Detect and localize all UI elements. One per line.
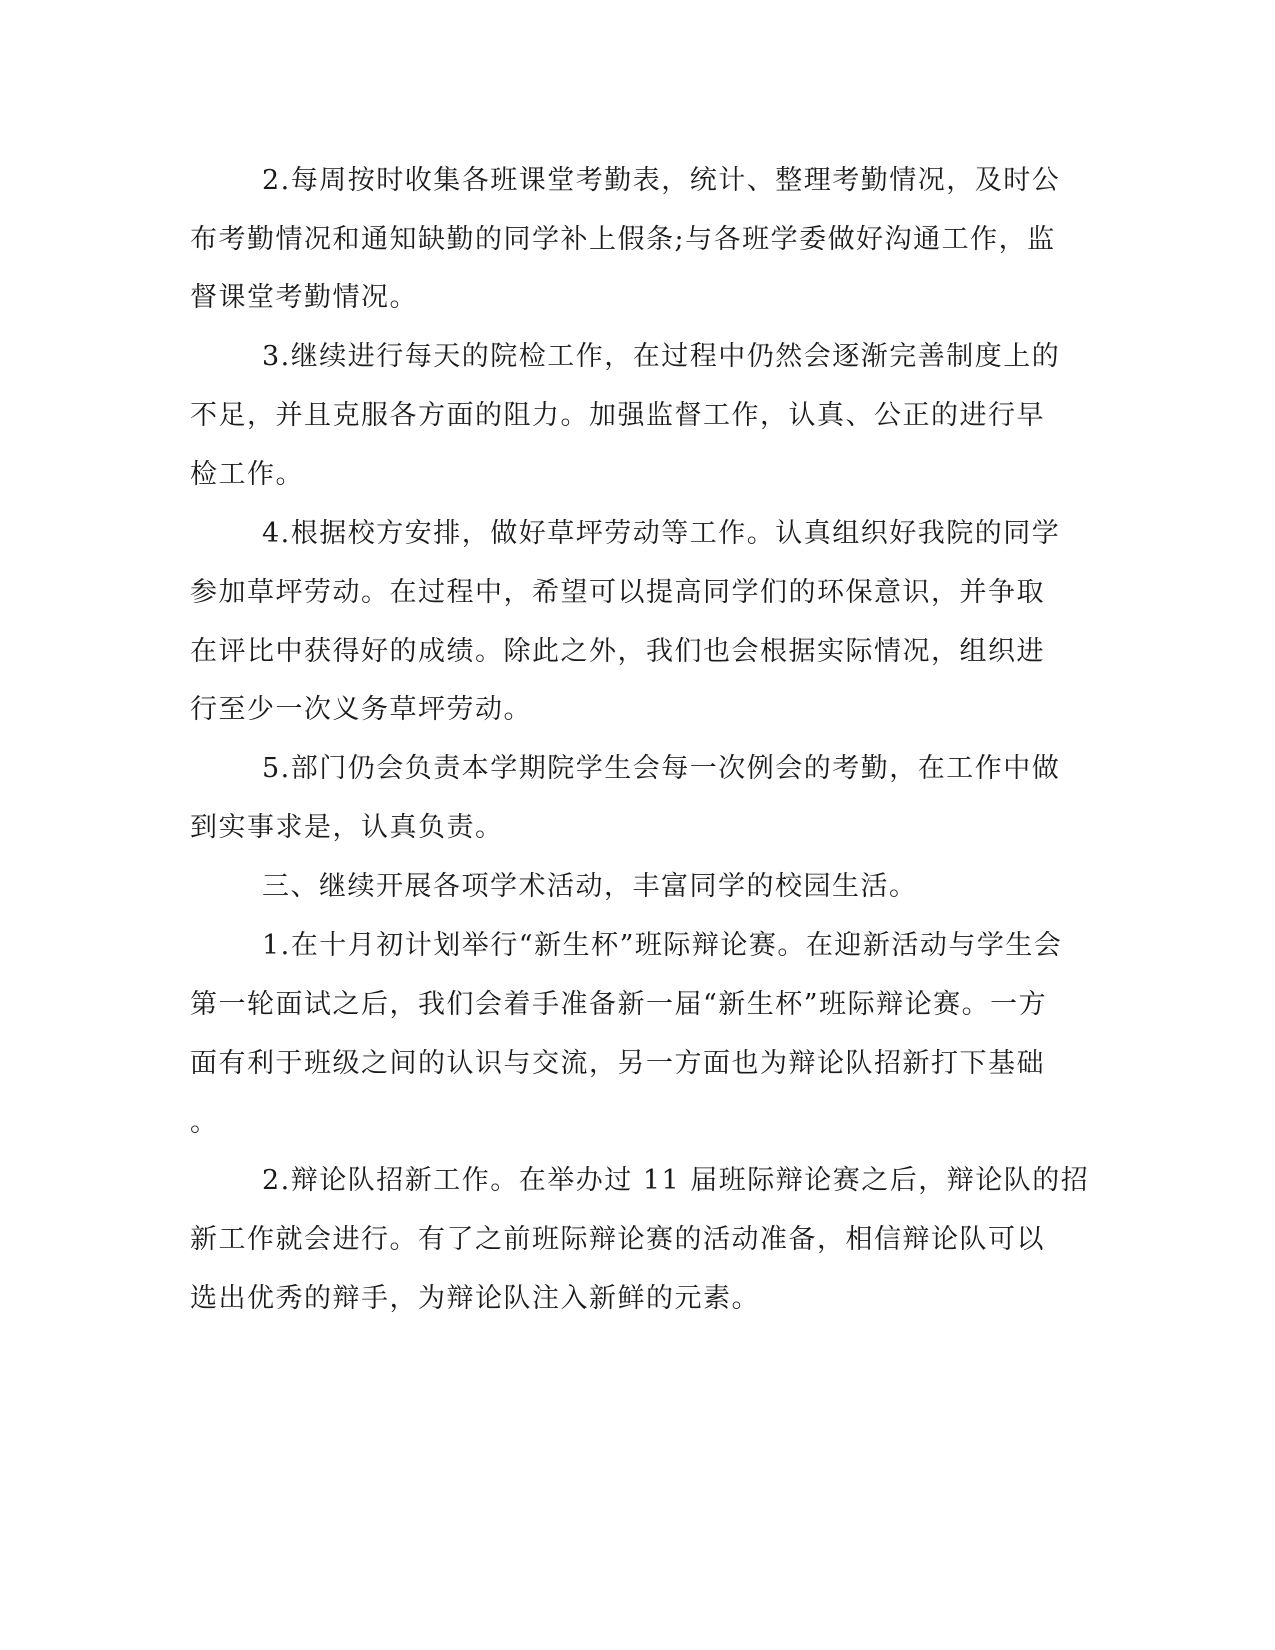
text-line: 在评比中获得好的成绩。除此之外，我们也会根据实际情况，组织进: [190, 636, 1045, 667]
section-heading: 三、继续开展各项学术活动，丰富同学的校园生活。: [262, 871, 918, 902]
text-line: 。: [190, 1107, 219, 1138]
text-line: 不足，并且克服各方面的阻力。加强监督工作，认真、公正的进行早: [190, 400, 1045, 431]
text-line: 参加草坪劳动。在过程中，希望可以提高同学们的环保意识，并争取: [190, 577, 1045, 608]
text-line: 检工作。: [190, 459, 304, 490]
text-line: 督课堂考勤情况。: [190, 282, 418, 313]
text-line: 第一轮面试之后，我们会着手准备新一届“新生杯”班际辩论赛。一方: [190, 989, 1048, 1020]
text-line: 行至少一次义务草坪劳动。: [190, 694, 532, 725]
text-line: 3.继续进行每天的院检工作，在过程中仍然会逐渐完善制度上的: [262, 341, 1061, 372]
text-line: 到实事求是，认真负责。: [190, 812, 504, 843]
text-line: 4.根据校方安排，做好草坪劳动等工作。认真组织好我院的同学: [262, 518, 1061, 549]
text-line: 1.在十月初计划举行“新生杯”班际辩论赛。在迎新活动与学生会: [262, 930, 1063, 961]
text-line: 面有利于班级之间的认识与交流，另一方面也为辩论队招新打下基础: [190, 1048, 1045, 1079]
text-line: 布考勤情况和通知缺勤的同学补上假条;与各班学委做好沟通工作，监: [190, 224, 1056, 255]
text-line: 选出优秀的辩手，为辩论队注入新鲜的元素。: [190, 1283, 760, 1314]
text-line: 2.每周按时收集各班课堂考勤表，统计、整理考勤情况，及时公: [262, 165, 1061, 196]
text-line: 新工作就会进行。有了之前班际辩论赛的活动准备，相信辩论队可以: [190, 1224, 1045, 1255]
text-line: 2.辩论队招新工作。在举办过 11 届班际辩论赛之后，辩论队的招: [262, 1165, 1090, 1196]
text-line: 5.部门仍会负责本学期院学生会每一次例会的考勤，在工作中做: [262, 753, 1061, 784]
